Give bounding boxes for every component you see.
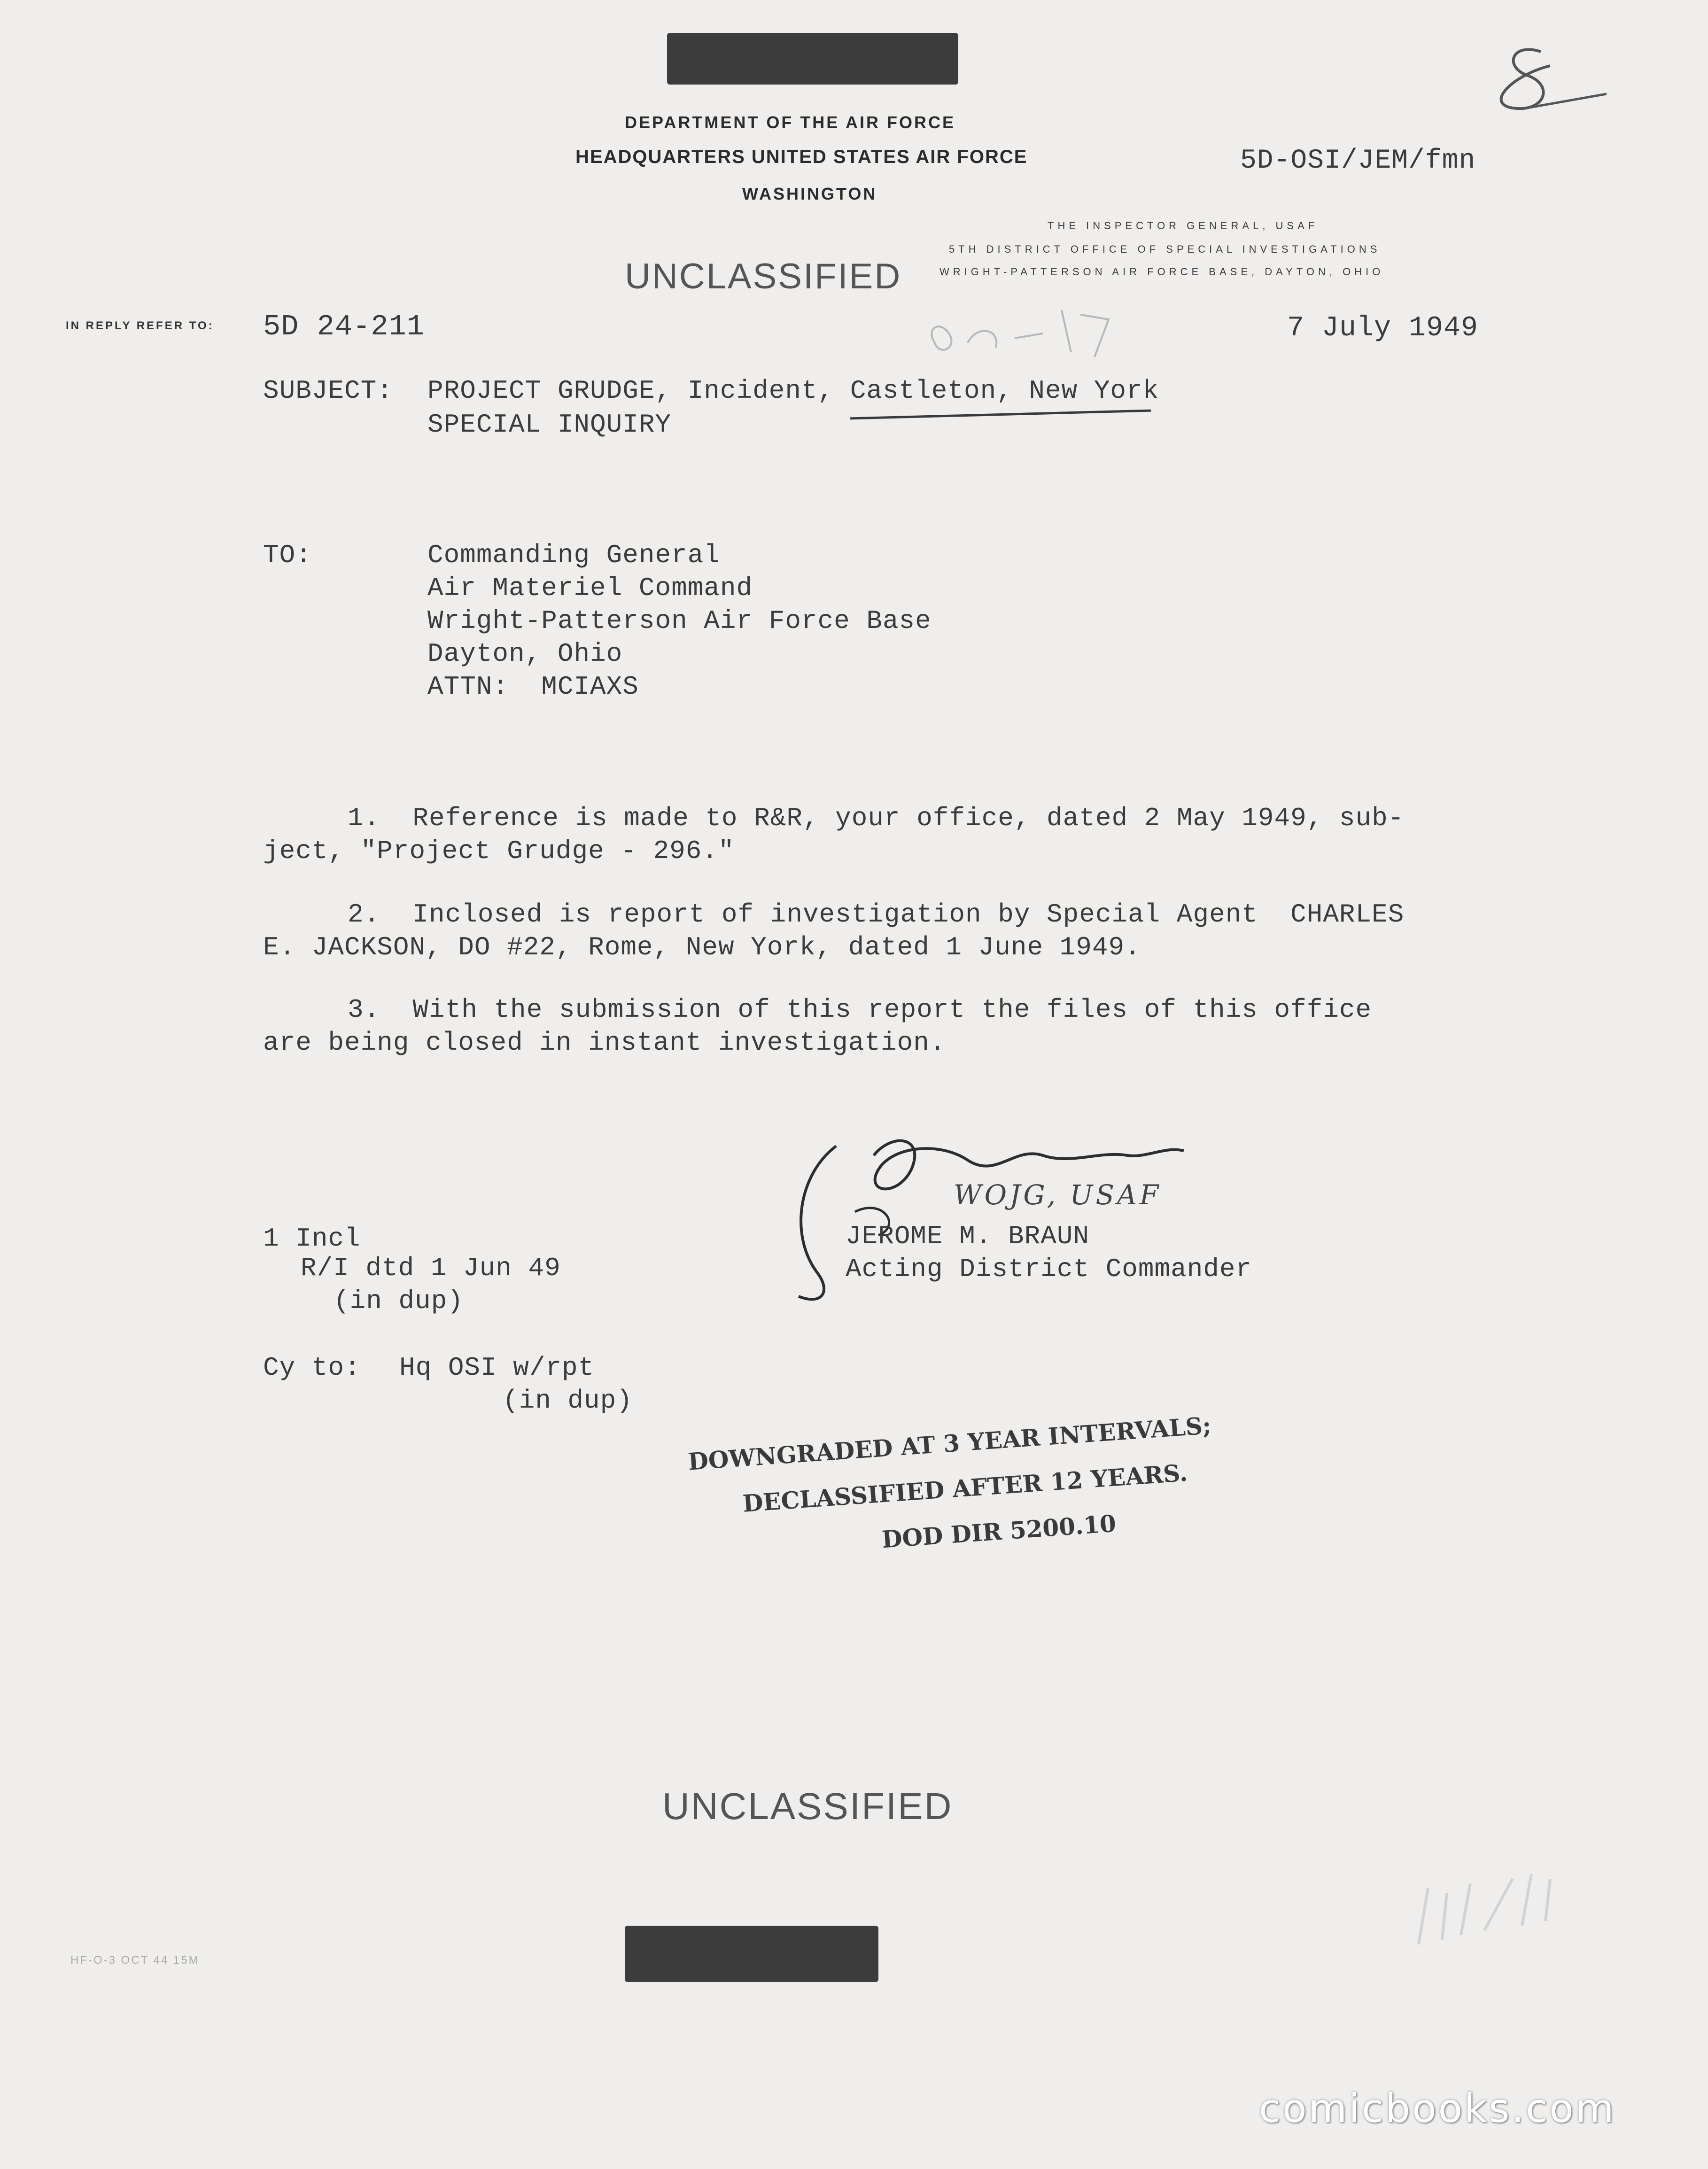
classification-stamp-top: UNCLASSIFIED	[625, 256, 902, 296]
copy-to-line-1: Hq OSI w/rpt	[399, 1353, 595, 1383]
to-line-1: Commanding General	[427, 540, 720, 570]
subject-line-2: SPECIAL INQUIRY	[427, 410, 672, 440]
handwritten-signature	[770, 1118, 1240, 1315]
reply-reference: 5D 24-211	[263, 310, 425, 343]
office-line-2: 5TH DISTRICT OFFICE OF SPECIAL INVESTIGATIONS	[949, 243, 1381, 255]
incl-line-2: R/I dtd 1 Jun 49	[301, 1253, 561, 1283]
redaction-top	[667, 33, 958, 85]
incl-line-1: 1 Incl	[263, 1224, 361, 1254]
faint-handwriting	[921, 291, 1137, 371]
para-3-line-1: 3. With the submission of this report the files of this office	[348, 995, 1372, 1025]
to-label: TO:	[263, 540, 312, 570]
letterhead-hq: HEADQUARTERS UNITED STATES AIR FORCE	[575, 147, 1028, 167]
para-3-line-2: are being closed in instant investigation.	[263, 1028, 946, 1058]
classification-stamp-bottom: UNCLASSIFIED	[662, 1785, 953, 1827]
copy-to-label: Cy to:	[263, 1353, 361, 1383]
incl-line-3: (in dup)	[334, 1286, 464, 1316]
letterhead-city: WASHINGTON	[742, 184, 877, 203]
subject-underline	[850, 410, 1151, 420]
downgrade-line-3: DOD DIR 5200.10	[881, 1509, 1117, 1554]
to-line-4: Dayton, Ohio	[427, 639, 623, 669]
para-1-line-1: 1. Reference is made to R&R, your office, dated 2 May 1949, sub-	[348, 803, 1405, 833]
office-line-3: WRIGHT-PATTERSON AIR FORCE BASE, DAYTON, OHIO	[939, 266, 1384, 278]
subject-label: SUBJECT:	[263, 376, 393, 406]
downgrade-line-1: DOWNGRADED AT 3 YEAR INTERVALS;	[687, 1411, 1212, 1476]
to-line-2: Air Materiel Command	[427, 573, 753, 603]
faint-date-stamp	[1409, 1860, 1569, 1963]
handwritten-page-mark	[1456, 38, 1607, 132]
signature-title: Acting District Commander	[846, 1254, 1252, 1284]
to-line-3: Wright-Patterson Air Force Base	[427, 606, 932, 636]
copy-to-line-2: (in dup)	[503, 1386, 633, 1416]
letterhead-dept: DEPARTMENT OF THE AIR FORCE	[625, 113, 955, 132]
downgrade-stamp	[686, 1394, 1219, 1584]
to-line-5: ATTN: MCIAXS	[427, 672, 639, 702]
subject-line-1: PROJECT GRUDGE, Incident, Castleton, New York	[427, 376, 1159, 406]
signature-name: JEROME M. BRAUN	[846, 1221, 1090, 1251]
para-1-line-2: ject, "Project Grudge - 296."	[263, 836, 735, 866]
para-2-line-1: 2. Inclosed is report of investigation by Special Agent CHARLES	[348, 899, 1405, 930]
signature-scrawl: WOJG, USAF	[954, 1179, 1162, 1211]
office-line-1: THE INSPECTOR GENERAL, USAF	[1048, 220, 1319, 232]
site-watermark: comicbooks.com	[1259, 2085, 1616, 2131]
form-code: HF-O-3 OCT 44 15M	[70, 1954, 200, 1967]
reply-label: IN REPLY REFER TO:	[66, 319, 214, 332]
downgrade-line-2: DECLASSIFIED AFTER 12 YEARS.	[742, 1458, 1188, 1518]
letter-date: 7 July 1949	[1287, 312, 1479, 344]
office-code: 5D-OSI/JEM/fmn	[1240, 146, 1476, 176]
redaction-bottom	[625, 1926, 878, 1982]
para-2-line-2: E. JACKSON, DO #22, Rome, New York, dated 1 June 1949.	[263, 932, 1141, 962]
